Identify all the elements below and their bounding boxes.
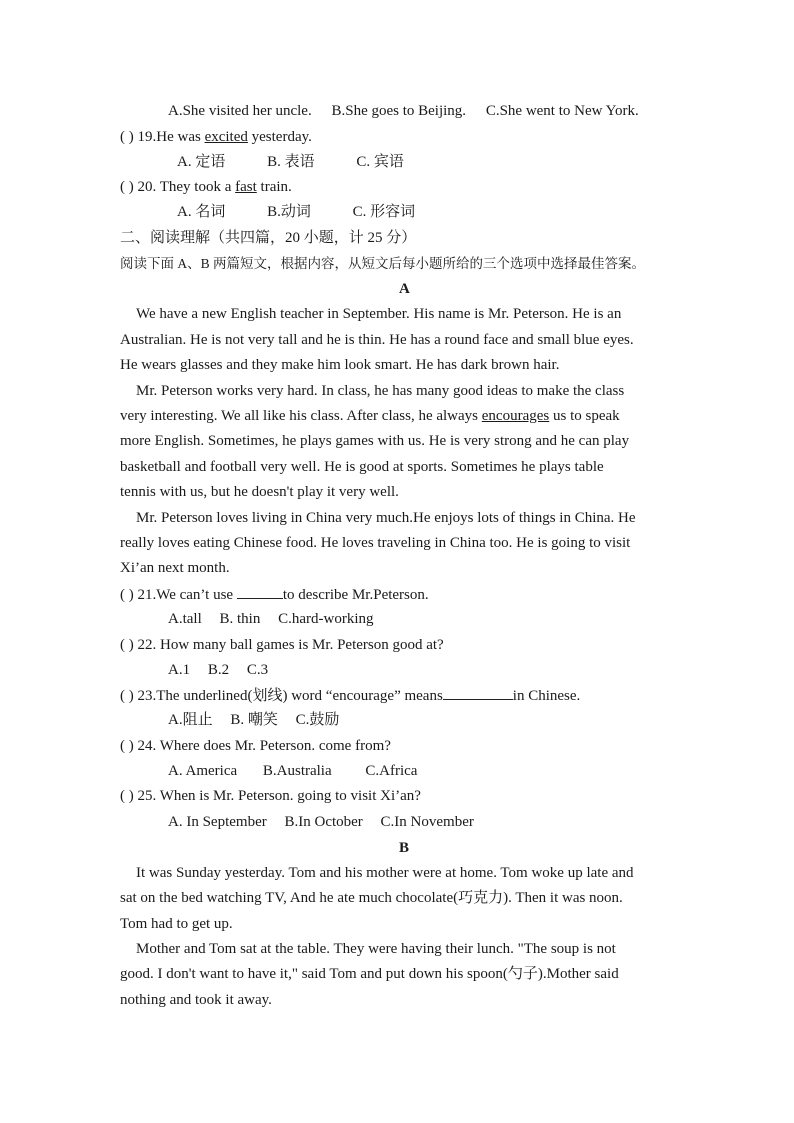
q24-option-a: A. America <box>168 763 238 779</box>
q25-options <box>168 812 474 832</box>
q18-option-a: A.She visited her uncle. <box>168 103 312 119</box>
question-23 <box>120 685 580 706</box>
q22-text: 22. How many ball games is Mr. Peterson good at? <box>137 637 444 653</box>
q22-option-b: B.2 <box>207 662 230 678</box>
question-19 <box>120 127 312 147</box>
q21-text-post: to describe Mr.Peterson. <box>282 587 429 603</box>
q25-option-b: B.In October <box>284 814 363 830</box>
answer-paren[interactable]: ( ) <box>120 738 134 754</box>
q25-text: 25. When is Mr. Peterson. going to visit Xi’an? <box>137 788 421 804</box>
answer-paren[interactable]: ( ) <box>120 688 134 704</box>
q20-text-post: train. <box>260 179 292 195</box>
q18-option-c: C.She went to New York. <box>485 103 639 119</box>
passage-a-line: Xi’an next month. <box>120 560 230 576</box>
q20-option-c: C. 形容词 <box>352 204 416 220</box>
answer-paren[interactable]: ( ) <box>120 129 134 145</box>
passage-a-line: basketball and football very well. He is good at sports. Sometimes he plays table <box>120 459 604 475</box>
q23-text-post: in Chinese. <box>512 688 581 704</box>
q20-options <box>177 202 415 222</box>
q20-text-pre: 20. They took a <box>137 179 232 195</box>
q21-option-c: C.hard-working <box>278 611 374 627</box>
passage-a-line: really loves eating Chinese food. He loves traveling in China too. He is going to visit <box>120 535 631 551</box>
q19-text-pre: 19.He was <box>137 129 201 145</box>
q21-option-a: A.tall <box>168 611 202 627</box>
q23-option-a: A.阻止 <box>168 712 213 728</box>
question-21 <box>120 584 429 605</box>
answer-paren[interactable]: ( ) <box>120 179 134 195</box>
question-25 <box>120 786 421 806</box>
q20-underlined-word: fast <box>235 179 257 195</box>
passage-a-line: We have a new English teacher in September. His name is Mr. Peterson. He is an <box>136 306 622 322</box>
q24-options <box>168 761 417 781</box>
question-22 <box>120 635 444 655</box>
q20-option-b: B.动词 <box>267 204 311 220</box>
q19-option-a: A. 定语 <box>177 154 226 170</box>
q19-options <box>177 152 404 172</box>
passage-a-text: very interesting. We all like his class. After class, he always <box>120 408 479 424</box>
q24-text: 24. Where does Mr. Peterson. come from? <box>137 738 391 754</box>
q19-option-b: B. 表语 <box>267 154 315 170</box>
q21-options <box>168 609 374 629</box>
passage-b-title: B <box>399 840 410 856</box>
passage-a-line: tennis with us, but he doesn't play it very well. <box>120 484 399 500</box>
q25-option-c: C.In November <box>380 814 474 830</box>
q21-option-b: B. thin <box>219 611 261 627</box>
q23-option-c: C.鼓励 <box>295 712 340 728</box>
q24-option-b: B.Australia <box>262 763 332 779</box>
q23-text-pre: 23.The underlined(划线) word “encourage” means <box>137 688 443 704</box>
passage-b-line: Mother and Tom sat at the table. They were having their lunch. "The soup is not <box>136 941 616 957</box>
q18-options <box>168 101 639 121</box>
passage-a-line: Mr. Peterson loves living in China very much.He enjoys lots of things in China. He <box>136 510 636 526</box>
q19-underlined-word: excited <box>204 129 248 145</box>
passage-a-line: He wears glasses and they make him look smart. He has dark brown hair. <box>120 357 560 373</box>
q20-option-a: A. 名词 <box>177 204 226 220</box>
q18-option-b: B.She goes to Beijing. <box>331 103 467 119</box>
answer-paren[interactable]: ( ) <box>120 637 134 653</box>
answer-paren[interactable]: ( ) <box>120 587 134 603</box>
question-20 <box>120 177 292 197</box>
passage-b-line: It was Sunday yesterday. Tom and his mother were at home. Tom woke up late and <box>136 865 634 881</box>
passage-b-line: sat on the bed watching TV, And he ate much chocolate(巧克力). Then it was noon. <box>120 890 623 906</box>
q21-text-pre: 21.We can’t use <box>137 587 234 603</box>
passage-a-line <box>120 406 620 426</box>
q22-option-a: A.1 <box>168 662 191 678</box>
question-24 <box>120 736 391 756</box>
q25-option-a: A. In September <box>168 814 267 830</box>
q23-option-b: B. 嘲笑 <box>230 712 278 728</box>
section-heading: 二、阅读理解（共四篇，20 小题，计 25 分） <box>120 230 417 246</box>
passage-a-title: A <box>399 281 410 297</box>
q24-option-c: C.Africa <box>365 763 418 779</box>
q19-text-post: yesterday. <box>251 129 312 145</box>
passage-b-line: good. I don't want to have it," said Tom and put down his spoon(勺子).Mother said <box>120 966 619 982</box>
passage-a-line: Mr. Peterson works very hard. In class, he has many good ideas to make the class <box>136 383 625 399</box>
fill-blank[interactable] <box>237 584 283 599</box>
underlined-word-encourages: encourages <box>481 408 550 424</box>
passage-b-line: Tom had to get up. <box>120 916 233 932</box>
passage-a-text: us to speak <box>552 408 620 424</box>
answer-paren[interactable]: ( ) <box>120 788 134 804</box>
fill-blank[interactable] <box>443 685 513 700</box>
passage-b-line: nothing and took it away. <box>120 992 272 1008</box>
q19-option-c: C. 宾语 <box>356 154 404 170</box>
passage-a-line: more English. Sometimes, he plays games with us. He is very strong and he can play <box>120 433 630 449</box>
passage-a-line: Australian. He is not very tall and he is thin. He has a round face and small blue eyes. <box>120 332 634 348</box>
q23-options <box>168 710 339 730</box>
q22-option-c: C.3 <box>246 662 269 678</box>
section-instructions: 阅读下面 A、B 两篇短文，根据内容，从短文后每小题所给的三个选项中选择最佳答案。 <box>120 256 646 271</box>
q22-options <box>168 660 268 680</box>
